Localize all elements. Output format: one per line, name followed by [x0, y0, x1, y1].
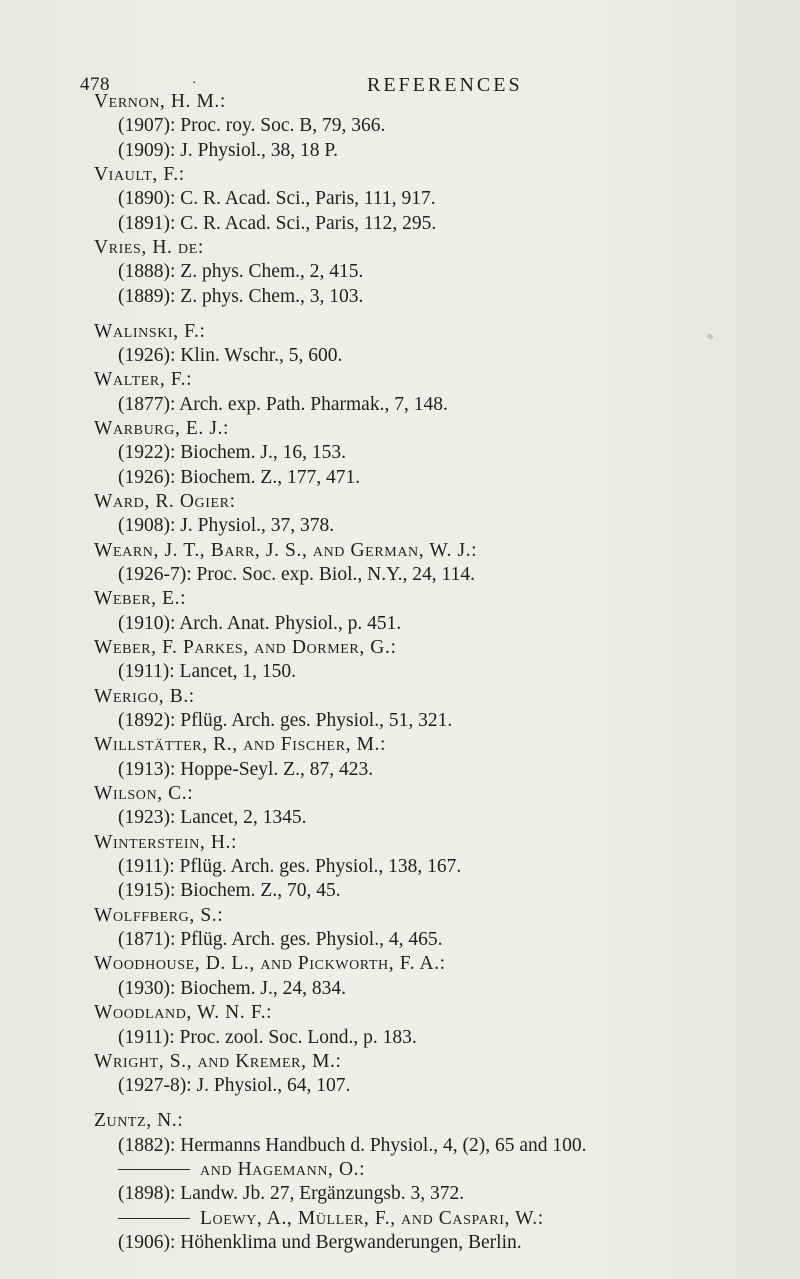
- reference-author: Ward, R. Ogier:: [94, 491, 236, 512]
- reference-author: Zuntz, N.:: [94, 1110, 184, 1131]
- reference-author: Wilson, C.:: [94, 783, 194, 804]
- reference-author: Weber, F. Parkes, and Dormer, G.:: [94, 637, 397, 658]
- reference-citation: (1888): Z. phys. Chem., 2, 415.: [118, 261, 364, 282]
- reference-author: Wearn, J. T., Barr, J. S., and German, W. J.:: [94, 540, 478, 561]
- reference-citation: (1913): Hoppe-Seyl. Z., 87, 423.: [118, 759, 374, 780]
- reference-citation: (1926): Klin. Wschr., 5, 600.: [118, 345, 343, 366]
- reference-citation: (1911): Pflüg. Arch. ges. Physiol., 138, 167.: [118, 856, 462, 877]
- reference-citation: (1890): C. R. Acad. Sci., Paris, 111, 917.: [118, 188, 436, 209]
- page-number: 478: [80, 74, 110, 95]
- reference-citation: (1909): J. Physiol., 38, 18 P.: [118, 140, 338, 161]
- reference-citation: (1906): Höhenklima und Bergwanderungen, Berlin.: [118, 1232, 522, 1253]
- reference-author: Loewy, A., Müller, F., and Caspari, W.:: [200, 1208, 544, 1229]
- reference-author: Winterstein, H.:: [94, 832, 238, 853]
- reference-author: Weber, E.:: [94, 588, 187, 609]
- reference-author: Warburg, E. J.:: [94, 418, 230, 439]
- reference-author: Vries, H. de:: [94, 237, 204, 258]
- reference-citation: (1889): Z. phys. Chem., 3, 103.: [118, 286, 364, 307]
- reference-citation: (1891): C. R. Acad. Sci., Paris, 112, 295.: [118, 213, 437, 234]
- reference-author: and Hagemann, O.:: [200, 1159, 366, 1180]
- ditto-rule: [118, 1218, 190, 1219]
- reference-citation: (1926): Biochem. Z., 177, 471.: [118, 467, 361, 488]
- reference-author: Woodhouse, D. L., and Pickworth, F. A.:: [94, 953, 446, 974]
- reference-citation: (1910): Arch. Anat. Physiol., p. 451.: [118, 613, 402, 634]
- reference-citation: (1922): Biochem. J., 16, 153.: [118, 442, 347, 463]
- reference-citation: (1926-7): Proc. Soc. exp. Biol., N.Y., 24, 114.: [118, 564, 475, 585]
- reference-author: Woodland, W. N. F.:: [94, 1002, 273, 1023]
- reference-citation: (1892): Pflüg. Arch. ges. Physiol., 51, 321.: [118, 710, 453, 731]
- running-title: REFERENCES: [367, 74, 523, 96]
- reference-continuation: [118, 1209, 544, 1229]
- reference-citation: (1898): Landw. Jb. 27, Ergänzungsb. 3, 372.: [118, 1183, 465, 1204]
- reference-author: Willstätter, R., and Fischer, M.:: [94, 734, 387, 755]
- reference-author: Wolffberg, S.:: [94, 905, 224, 926]
- reference-citation: (1871): Pflüg. Arch. ges. Physiol., 4, 465.: [118, 929, 443, 950]
- reference-citation: (1907): Proc. roy. Soc. B, 79, 366.: [118, 115, 386, 136]
- reference-author: Viault, F.:: [94, 164, 185, 185]
- ditto-rule: [118, 1169, 190, 1170]
- reference-citation: (1927-8): J. Physiol., 64, 107.: [118, 1075, 351, 1096]
- reference-citation: (1877): Arch. exp. Path. Pharmak., 7, 148.: [118, 394, 448, 415]
- reference-citation: (1930): Biochem. J., 24, 834.: [118, 978, 347, 999]
- reference-continuation: [118, 1160, 365, 1180]
- reference-author: Vernon, H. M.:: [94, 91, 226, 112]
- reference-citation: (1908): J. Physiol., 37, 378.: [118, 515, 335, 536]
- reference-author: Wright, S., and Kremer, M.:: [94, 1051, 342, 1072]
- reference-author: Walter, F.:: [94, 369, 193, 390]
- reference-citation: (1915): Biochem. Z., 70, 45.: [118, 880, 341, 901]
- reference-citation: (1923): Lancet, 2, 1345.: [118, 807, 307, 828]
- reference-author: Werigo, B.:: [94, 686, 195, 707]
- reference-author: Walinski, F.:: [94, 321, 206, 342]
- header-dot: ·: [192, 76, 197, 91]
- reference-citation: (1911): Lancet, 1, 150.: [118, 661, 296, 682]
- reference-citation: (1882): Hermanns Handbuch d. Physiol., 4, (2), 65 and 100.: [118, 1135, 587, 1156]
- reference-citation: (1911): Proc. zool. Soc. Lond., p. 183.: [118, 1027, 417, 1048]
